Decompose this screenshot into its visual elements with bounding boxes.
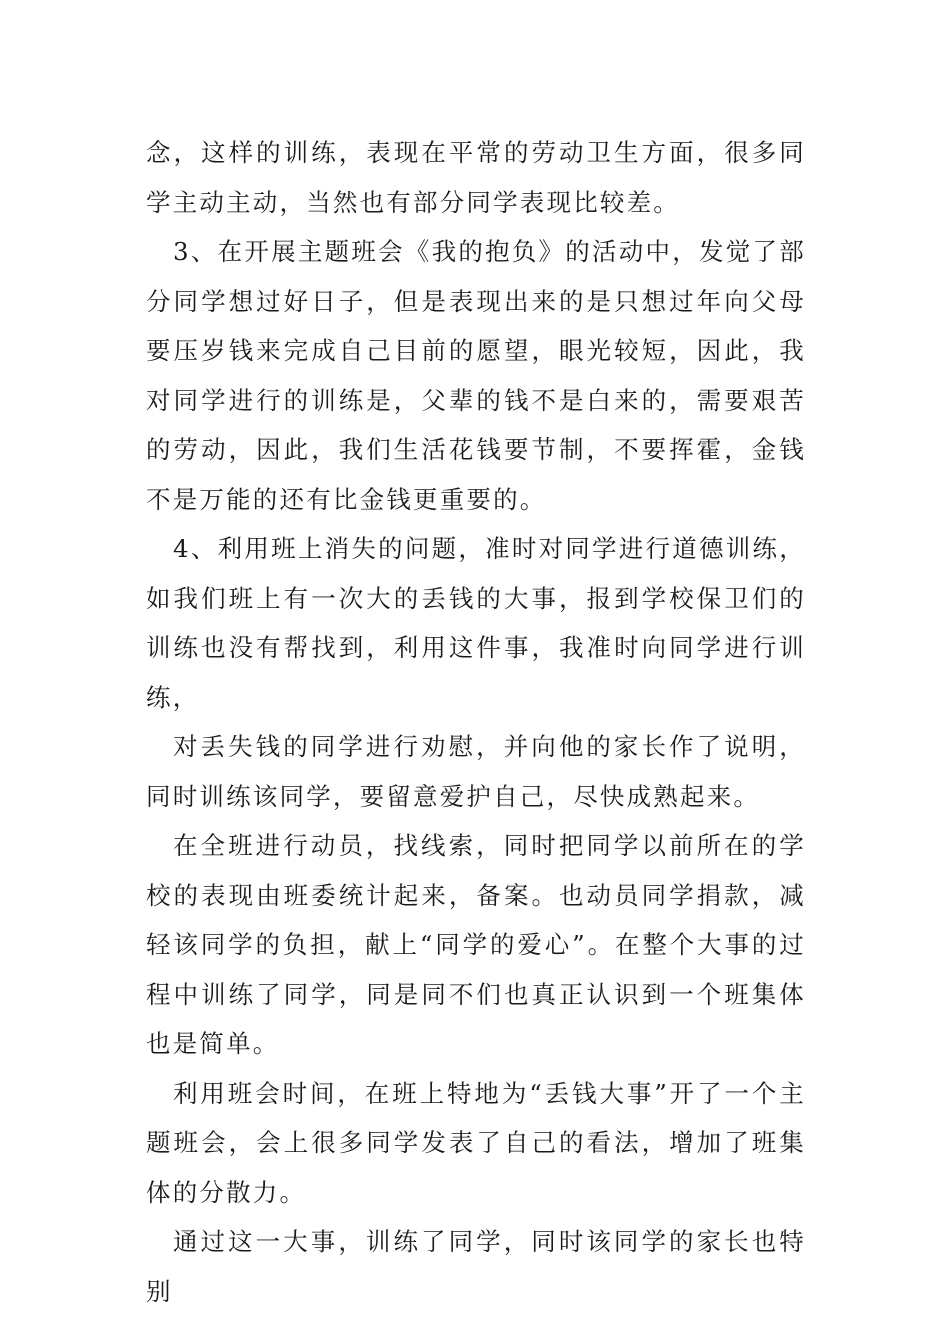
- document-body: [146, 128, 806, 1316]
- paragraph-continuation: 念，这样的训练，表现在平常的劳动卫生方面，很多同学主动主动，当然也有部分同学表现比较差。: [146, 138, 806, 217]
- paragraph-comfort: 对丢失钱的同学进行劝慰，并向他的家长作了说明，同时训练该同学，要留意爱护自己，尽快成熟起来。: [146, 732, 806, 811]
- paragraph-mobilize: 在全班进行动员，找线索，同时把同学以前所在的学校的表现由班委统计起来，备案。也动员同学捐款，减轻该同学的负担，献上“同学的爱心”。在整个大事的过程中训练了同学，同是同不们也真正认识到一个班集体也是简单。: [146, 831, 806, 1058]
- paragraph-item-3: 3、在开展主题班会《我的抱负》的活动中，发觉了部分同学想过好日子，但是表现出来的是只想过年向父母要压岁钱来完成自己目前的愿望，眼光较短，因此，我对同学进行的训练是，父辈的钱不是白来的，需要艰苦的劳动，因此，我们生活花钱要节制，不要挥霍，金钱不是万能的还有比金钱更重要的。: [146, 237, 806, 514]
- paragraph-item-4: 4、利用班上消失的问题，准时对同学进行道德训练，如我们班上有一次大的丢钱的大事，报到学校保卫们的训练也没有帮找到，利用这件事，我准时向同学进行训练，: [146, 534, 806, 712]
- paragraph-conclusion: 通过这一大事，训练了同学，同时该同学的家长也特别: [146, 1227, 806, 1306]
- paragraph-class-meeting: 利用班会时间，在班上特地为“丢钱大事”开了一个主题班会，会上很多同学发表了自己的看法，增加了班集体的分散力。: [146, 1078, 806, 1207]
